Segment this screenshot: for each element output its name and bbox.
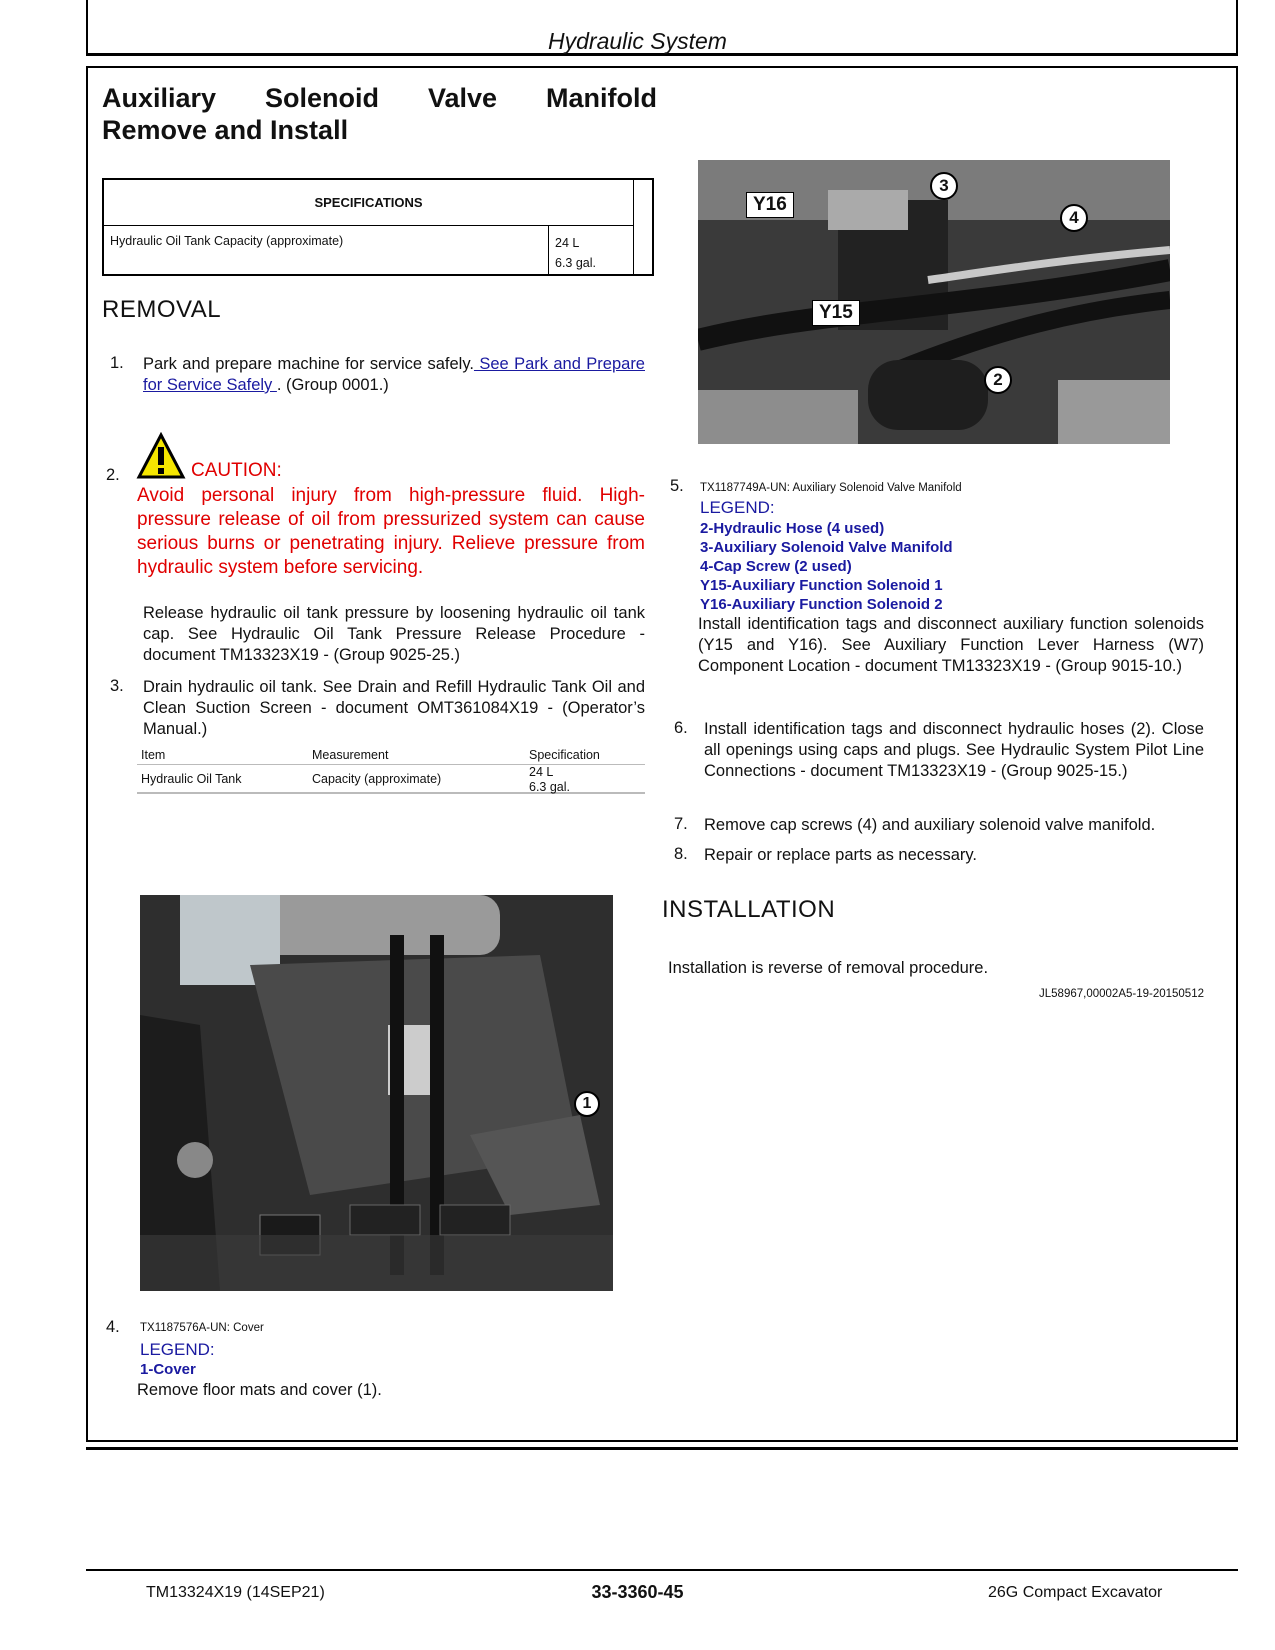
caution-text: Avoid personal injury from high-pressure fluid. High-pressure release of oil from pressurized system can cause serious burns or penetrating injury. Relieve pressure from hydraulic system before servicing. bbox=[137, 485, 645, 578]
legend-item: Y16-Auxiliary Function Solenoid 2 bbox=[700, 596, 943, 613]
header-title: Hydraulic System bbox=[548, 28, 727, 54]
table-header-item: Item bbox=[141, 748, 166, 762]
cover-photo-illustration bbox=[140, 895, 613, 1291]
installation-text: Installation is reverse of removal procedure. bbox=[668, 959, 989, 977]
footer-doc-id: TM13324X19 (14SEP21) bbox=[146, 1584, 325, 1601]
manifold-photo bbox=[698, 160, 1170, 444]
step-1-text: Park and prepare machine for service safely. bbox=[143, 355, 474, 373]
title-word: Solenoid bbox=[265, 83, 380, 113]
title-word: Valve bbox=[427, 83, 498, 113]
step-number: 7. bbox=[674, 815, 688, 833]
footer-page-number: 33-3360-45 bbox=[591, 1582, 684, 1602]
step-number: 6. bbox=[674, 719, 688, 737]
step-8-text: Repair or replace parts as necessary. bbox=[704, 846, 977, 864]
title-word: Manifold bbox=[546, 83, 657, 113]
step-5-legend-title: LEGEND: bbox=[700, 498, 775, 517]
step-1-suffix: . (Group 0001.) bbox=[276, 376, 389, 394]
callout-y15: Y15 bbox=[812, 300, 860, 326]
step-number: 8. bbox=[674, 845, 688, 863]
step-number: 3. bbox=[110, 677, 124, 695]
legend-item: 4-Cap Screw (2 used) bbox=[700, 558, 852, 575]
table-spec-us: 6.3 gal. bbox=[529, 780, 571, 794]
spec-header: SPECIFICATIONS bbox=[104, 180, 634, 226]
caution-icon bbox=[136, 432, 186, 480]
park-prepare-link[interactable]: See Park and Prepare for Service Safely bbox=[143, 355, 645, 394]
installation-ref: JL58967,00002A5-19-20150512 bbox=[1039, 988, 1204, 1000]
callout-3: 3 bbox=[930, 172, 958, 200]
table-cell-item: Hydraulic Oil Tank bbox=[141, 772, 242, 786]
step-1 bbox=[143, 354, 645, 396]
cover-photo bbox=[140, 895, 613, 1291]
step-5-text: Install identification tags and disconnect auxiliary function solenoids (Y15 and Y16). See Auxiliary Function Lever Harness (W7) Component Location - document TM13323X19 - (Group 9015-10.) bbox=[698, 615, 1204, 675]
table-header-measurement: Measurement bbox=[312, 748, 389, 762]
step-3-table bbox=[137, 748, 645, 794]
table-cell-measurement: Capacity (approximate) bbox=[312, 772, 442, 786]
footer-rule bbox=[86, 1569, 1238, 1571]
table-header-spec: Specification bbox=[529, 748, 600, 762]
step-number: 5. bbox=[670, 477, 684, 495]
step-number: 4. bbox=[106, 1318, 120, 1336]
legend-item: Y15-Auxiliary Function Solenoid 1 bbox=[700, 577, 943, 594]
legend-item: 3-Auxiliary Solenoid Valve Manifold bbox=[700, 539, 953, 556]
step-5-legend bbox=[700, 519, 953, 614]
content-bottom-rule bbox=[86, 1447, 1238, 1450]
callout-4: 4 bbox=[1060, 204, 1088, 232]
step-number: 2. bbox=[106, 466, 120, 484]
spec-table bbox=[102, 178, 654, 276]
step-7-text: Remove cap screws (4) and auxiliary solenoid valve manifold. bbox=[704, 816, 1156, 834]
callout-y16: Y16 bbox=[746, 192, 794, 218]
step-4-caption: TX1187576A-UN: Cover bbox=[140, 1322, 264, 1334]
title-line2: Remove and Install bbox=[102, 115, 349, 145]
legend-item: 2-Hydraulic Hose (4 used) bbox=[700, 520, 885, 537]
table-spec-metric: 24 L bbox=[529, 765, 554, 779]
title-word: Auxiliary bbox=[102, 83, 217, 113]
step-3-text: Drain hydraulic oil tank. See Drain and Refill Hydraulic Tank Oil and Clean Suction Screen - document OMT361084X19 - (Operator’s Manual.) bbox=[143, 678, 645, 738]
footer-machine: 26G Compact Excavator bbox=[988, 1584, 1163, 1601]
spec-row-value bbox=[549, 226, 634, 274]
step-2-text: Release hydraulic oil tank pressure by loosening hydraulic oil tank cap. See Hydraulic Oil Tank Pressure Release Procedure - document TM13323X19 - (Group 9025-25.) bbox=[143, 604, 645, 664]
installation-heading: INSTALLATION bbox=[662, 896, 836, 923]
table-cell-spec bbox=[529, 765, 570, 795]
callout-2: 2 bbox=[984, 366, 1012, 394]
legend-item: 1-Cover bbox=[140, 1361, 196, 1378]
step-4-legend-title: LEGEND: bbox=[140, 1340, 215, 1359]
spec-value-us: 6.3 gal. bbox=[555, 256, 597, 270]
removal-heading: REMOVAL bbox=[102, 296, 222, 323]
step-4-text: Remove floor mats and cover (1). bbox=[137, 1381, 382, 1399]
caution-label: CAUTION: bbox=[191, 460, 282, 481]
section-title bbox=[102, 82, 657, 146]
step-5-caption: TX1187749A-UN: Auxiliary Solenoid Valve Manifold bbox=[700, 482, 962, 494]
callout-1: 1 bbox=[574, 1091, 600, 1117]
spec-row-label: Hydraulic Oil Tank Capacity (approximate) bbox=[104, 226, 549, 274]
spec-value-metric: 24 L bbox=[555, 236, 580, 250]
step-number: 1. bbox=[110, 354, 124, 372]
step-6-text: Install identification tags and disconnect hydraulic hoses (2). Close all openings using caps and plugs. See Hydraulic System Pilot Line Connections - document TM13323X19 - (Group 9025-15.) bbox=[704, 720, 1204, 780]
